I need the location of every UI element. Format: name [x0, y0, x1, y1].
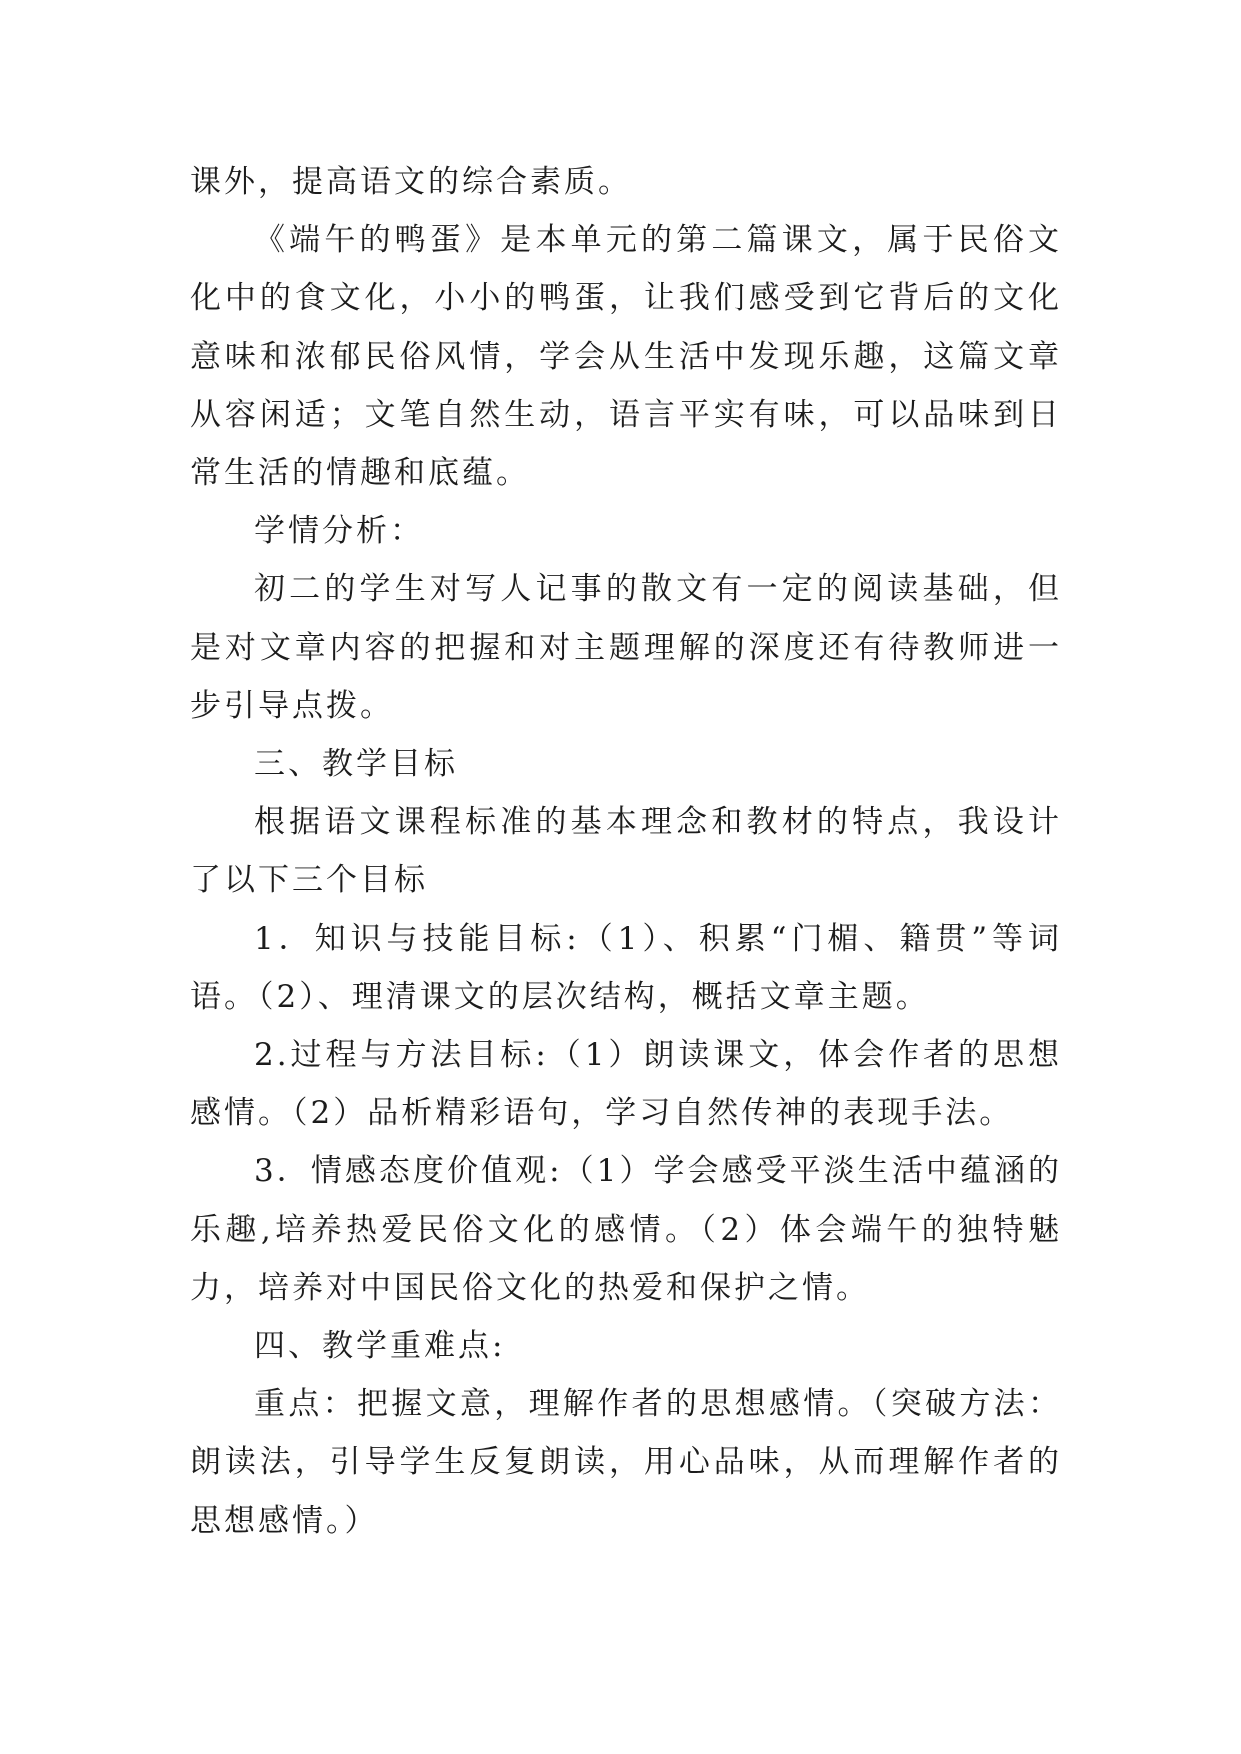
- section-heading: 四、教学重难点:: [254, 1328, 506, 1365]
- objective-item: 2.过程与方法目标:（1）朗读课文，体会作者的思想感情。（2）品析精彩语句，学习自然传神的表现手法。: [190, 1037, 1062, 1132]
- section-heading: 学情分析：: [254, 513, 424, 550]
- paragraph: 根据语文课程标准的基本理念和教材的特点，我设计了以下三个目标: [190, 804, 1062, 899]
- paragraph: 重点：把握文意，理解作者的思想感情。（突破方法：朗读法，引导学生反复朗读，用心品味，从而理解作者的思想感情。）: [190, 1386, 1062, 1539]
- section-heading: 三、教学目标: [254, 746, 458, 783]
- objective-item: 1．知识与技能目标:（1）、积累“门楣、籍贯”等词语。（2）、理清课文的层次结构，概括文章主题。: [190, 920, 1062, 1015]
- document-body: [190, 153, 1062, 1550]
- paragraph: 《端午的鸭蛋》是本单元的第二篇课文，属于民俗文化中的食文化，小小的鸭蛋，让我们感受到它背后的文化意味和浓郁民俗风情，学会从生活中发现乐趣，这篇文章从容闲适；文笔自然生动，语言平实有味，可以品味到日常生活的情趣和底蕴。: [190, 222, 1062, 492]
- objective-item: 3．情感态度价值观:（1）学会感受平淡生活中蕴涵的乐趣,培养热爱民俗文化的感情。（2）体会端午的独特魅力，培养对中国民俗文化的热爱和保护之情。: [190, 1153, 1062, 1306]
- paragraph: 初二的学生对写人记事的散文有一定的阅读基础，但是对文章内容的把握和对主题理解的深度还有待教师进一步引导点拨。: [190, 571, 1062, 724]
- paragraph: 课外，提高语文的综合素质。: [190, 164, 632, 200]
